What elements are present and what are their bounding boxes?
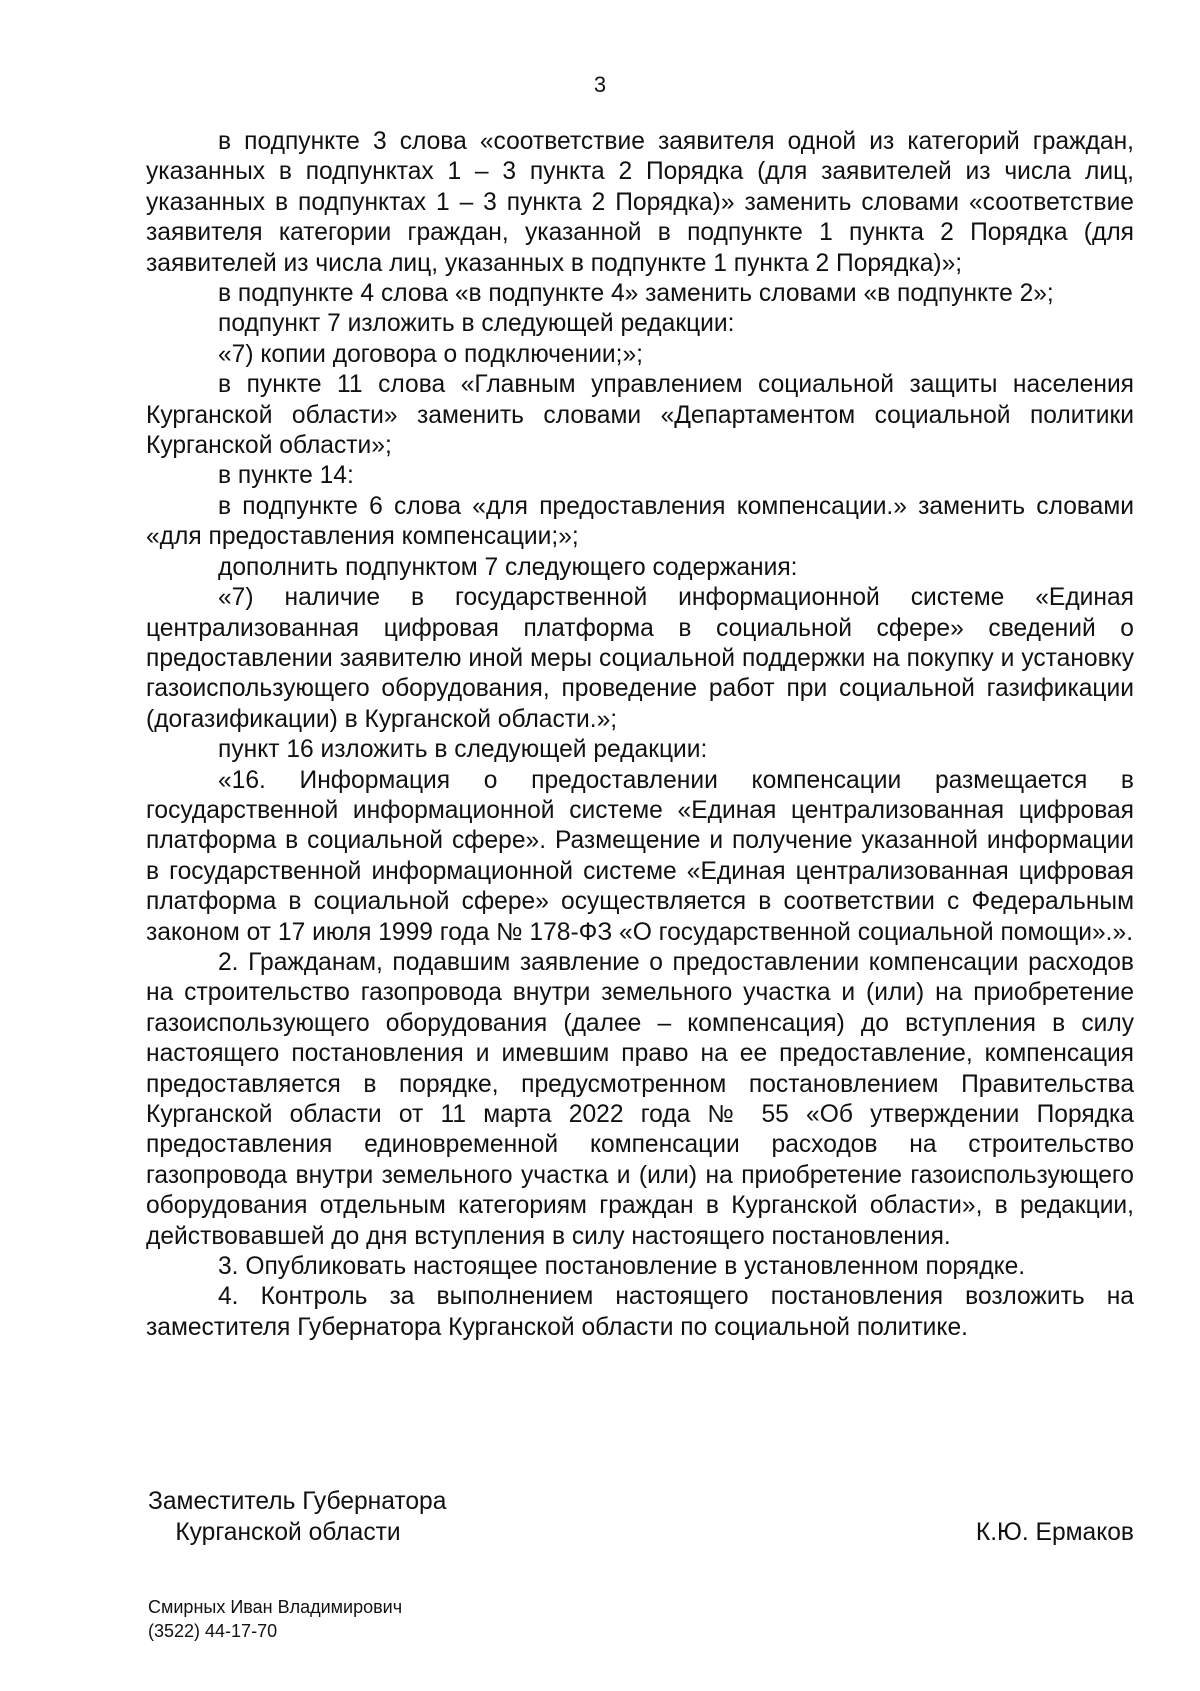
paragraph: 4. Контроль за выполнением настоящего постановления возложить на заместителя Губернатора Курганской области по социальной политике. (146, 1283, 1134, 1341)
paragraph: «7) копии договора о подключении;»; (218, 340, 644, 368)
paragraph: в пункте 11 слова «Главным управлением социальной защиты населения Курганской области» заменить словами «Департаментом социальной политики Курганской области»; (146, 371, 1134, 460)
paragraph: в подпункте 3 слова «соответствие заявителя одной из категорий граждан, указанных в подпунктах 1 – 3 пункта 2 Порядка (для заявителей из числа лиц, указанных в подпунктах 1 – 3 пункта 2 Порядка)» заменить словами «соответствие заявителя категории граждан, указанной в подпункте 1 пункта 2 Порядка (для заявителей из числа лиц, указанных в подпункте 1 пункта 2 Порядка)»; (146, 128, 1134, 277)
paragraph: в подпункте 4 слова «в подпункте 4» заменить словами «в подпункте 2»; (218, 280, 1054, 308)
paragraph: 2. Гражданам, подавшим заявление о предоставлении компенсации расходов на строительство газопровода внутри земельного участка и (или) на приобретение газоиспользующего оборудования (далее – компенсация) до вступления в силу настоящего постановления и имевшим право на ее предоставление, компенсация предоставляется в порядке, предусмотренном постановлением Правительства Курганской области от 11 марта 2022 года № 55 «Об утверждении Порядка предоставления единовременной компенсации расходов на строительство газопровода внутри земельного участка и (или) на приобретение газоиспользующего оборудования отдельным категориям граждан в Курганской области», в редакции, действовавшей до дня вступления в силу настоящего постановления. (146, 948, 1134, 1250)
paragraph: пункт 16 изложить в следующей редакции: (218, 736, 708, 764)
paragraph: подпункт 7 изложить в следующей редакции: (218, 310, 735, 338)
paragraph: «7) наличие в государственной информационной системе «Единая централизованная цифровая платформа в социальной сфере» сведений о предоставлении заявителю иной меры социальной поддержки на покупку и установку газоиспользующего оборудования, проведение работ при социальной газификации (догазификации) в Курганской области.»; (146, 584, 1134, 733)
paragraph: в пункте 14: (218, 462, 354, 490)
signatory-name: К.Ю. Ермаков (975, 1519, 1134, 1546)
signatory-position: Заместитель Губернатора Курганской области (148, 1488, 447, 1546)
paragraph: в подпункте 6 слова «для предоставления компенсации.» заменить словами «для предоставления компенсации;»; (146, 492, 1134, 551)
paragraph: дополнить подпунктом 7 следующего содержания: (218, 553, 798, 581)
document-body (146, 127, 1134, 1343)
executor-phone: (3522) 44-17-70 (148, 1621, 278, 1641)
executor-block (148, 1595, 402, 1643)
executor-name: Смирных Иван Владимирович (148, 1597, 403, 1617)
paragraph: 3. Опубликовать настоящее постановление в установленном порядке. (218, 1253, 1026, 1281)
paragraph: «16. Информация о предоставлении компенсации размещается в государственной информационной системе «Единая централизованная цифровая платформа в социальной сфере». Размещение и получение указанной информации в государственной информационной системе «Единая централизованная цифровая платформа в социальной сфере» осуществляется в соответствии с Федеральным законом от 17 июля 1999 года № 178-ФЗ «О государственной социальной помощи».». (146, 766, 1134, 946)
signature-block (148, 1486, 1134, 1548)
page-number: 3 (593, 72, 607, 97)
